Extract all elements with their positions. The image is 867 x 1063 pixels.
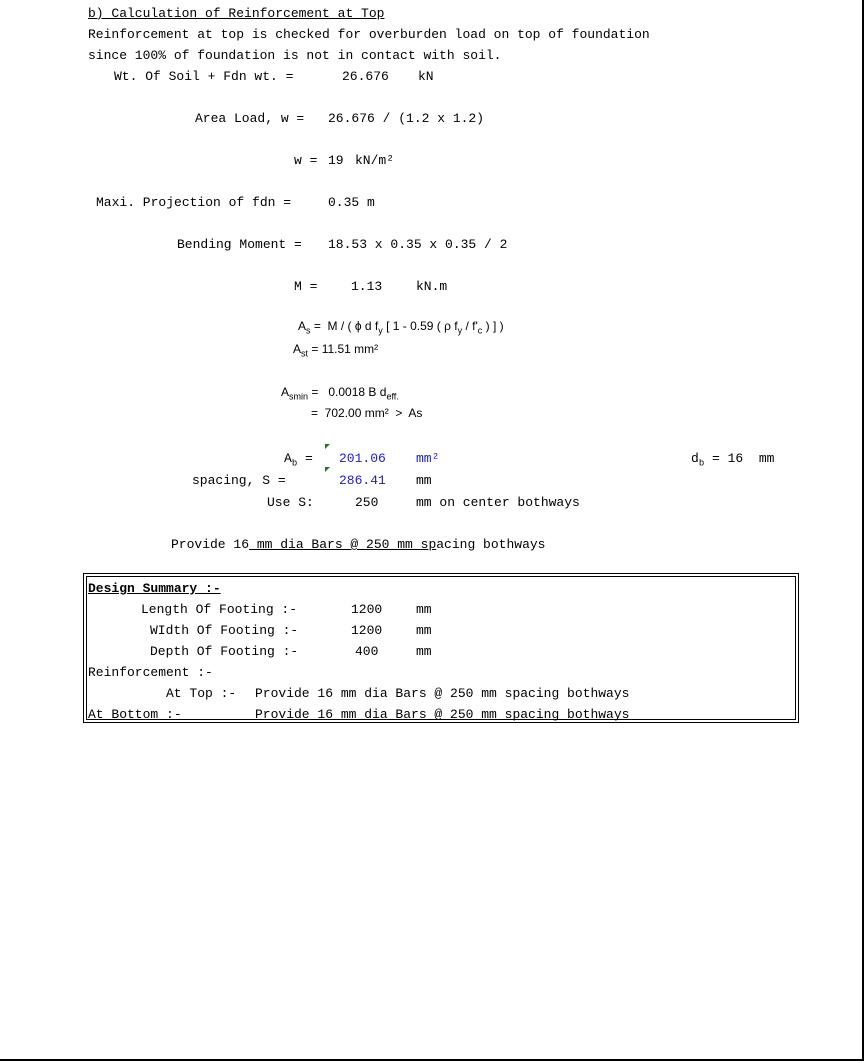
summary-length-unit: mm	[416, 602, 432, 617]
bending-label: Bending Moment =	[177, 237, 302, 252]
summary-depth-value: 400	[355, 644, 379, 659]
summary-depth-unit: mm	[416, 644, 432, 659]
moment-value: 1.13	[351, 279, 383, 294]
ab-comment-marker	[325, 444, 330, 449]
w-value: 19	[328, 153, 344, 168]
asmin-result: = 702.00 mm² > As	[311, 406, 423, 420]
use-s-tail: mm on center bothways	[416, 495, 580, 510]
provide-line: Provide 16 mm dia Bars @ 250 mm spacing bothways	[171, 537, 546, 552]
ab-label: $A_b$ =	[284, 451, 313, 469]
summary-bottom-label: At Bottom :-	[88, 707, 182, 722]
moment-unit: kN.m	[416, 279, 448, 294]
bending-expr: 18.53 x 0.35 x 0.35 / 2	[328, 237, 508, 252]
use-s-label: Use S:	[267, 495, 314, 510]
summary-top-label: At Top :-	[166, 686, 237, 701]
w-label: w =	[294, 153, 318, 168]
summary-width-value: 1200	[351, 623, 383, 638]
w-unit: kN/m²	[355, 153, 395, 168]
summary-depth-label: Depth Of Footing :-	[150, 644, 299, 659]
spacing-label: spacing, S =	[192, 473, 286, 488]
wt-label: Wt. Of Soil + Fdn wt. =	[114, 69, 294, 84]
section-heading: b) Calculation of Reinforcement at Top	[88, 6, 385, 21]
summary-top-text: Provide 16 mm dia Bars @ 250 mm spacing bothways	[255, 686, 630, 701]
ast-result: $A_{st} = 11.51$ mm²	[293, 342, 379, 359]
summary-width-unit: mm	[416, 623, 432, 638]
area-load-expr: 26.676 / (1.2 x 1.2)	[328, 111, 485, 126]
ab-value[interactable]: 201.06	[339, 451, 386, 466]
use-s-value: 250	[355, 495, 379, 510]
summary-reinforcement-label: Reinforcement :-	[88, 665, 213, 680]
as-formula: $A_s = M$ / ( ϕ d $f_y$ [ 1 - 0.59 ( ρ $f_y / f'_c$ ) ] )	[298, 319, 504, 336]
wt-unit: kN	[418, 69, 434, 84]
summary-length-value: 1200	[351, 602, 383, 617]
intro-line-1: Reinforcement at top is checked for overburden load on top of foundation	[88, 27, 650, 42]
asmin-formula: $A_{smin} = 0.0018$ B $d_{eff.}$	[281, 385, 399, 402]
wt-value: 26.676	[342, 69, 389, 84]
db-value: $d_b = 16$ mm	[691, 451, 775, 469]
intro-line-2: since 100% of foundation is not in contact with soil.	[88, 48, 502, 63]
moment-label: M =	[294, 279, 318, 294]
page-border-bottom	[0, 1059, 864, 1061]
page-border-right	[862, 0, 864, 1061]
spacing-value[interactable]: 286.41	[339, 473, 386, 488]
projection-label: Maxi. Projection of fdn =	[96, 195, 292, 210]
spacing-comment-marker	[325, 467, 330, 472]
summary-length-label: Length Of Footing :-	[141, 602, 298, 617]
summary-width-label: WIdth Of Footing :-	[150, 623, 299, 638]
ab-unit: mm²	[416, 451, 440, 466]
projection-value: 0.35 m	[328, 195, 375, 210]
spacing-unit: mm	[416, 473, 432, 488]
summary-bottom-text: Provide 16 mm dia Bars @ 250 mm spacing bothways	[255, 707, 630, 722]
area-load-label: Area Load, w =	[195, 111, 305, 126]
summary-title: Design Summary :-	[88, 581, 221, 596]
